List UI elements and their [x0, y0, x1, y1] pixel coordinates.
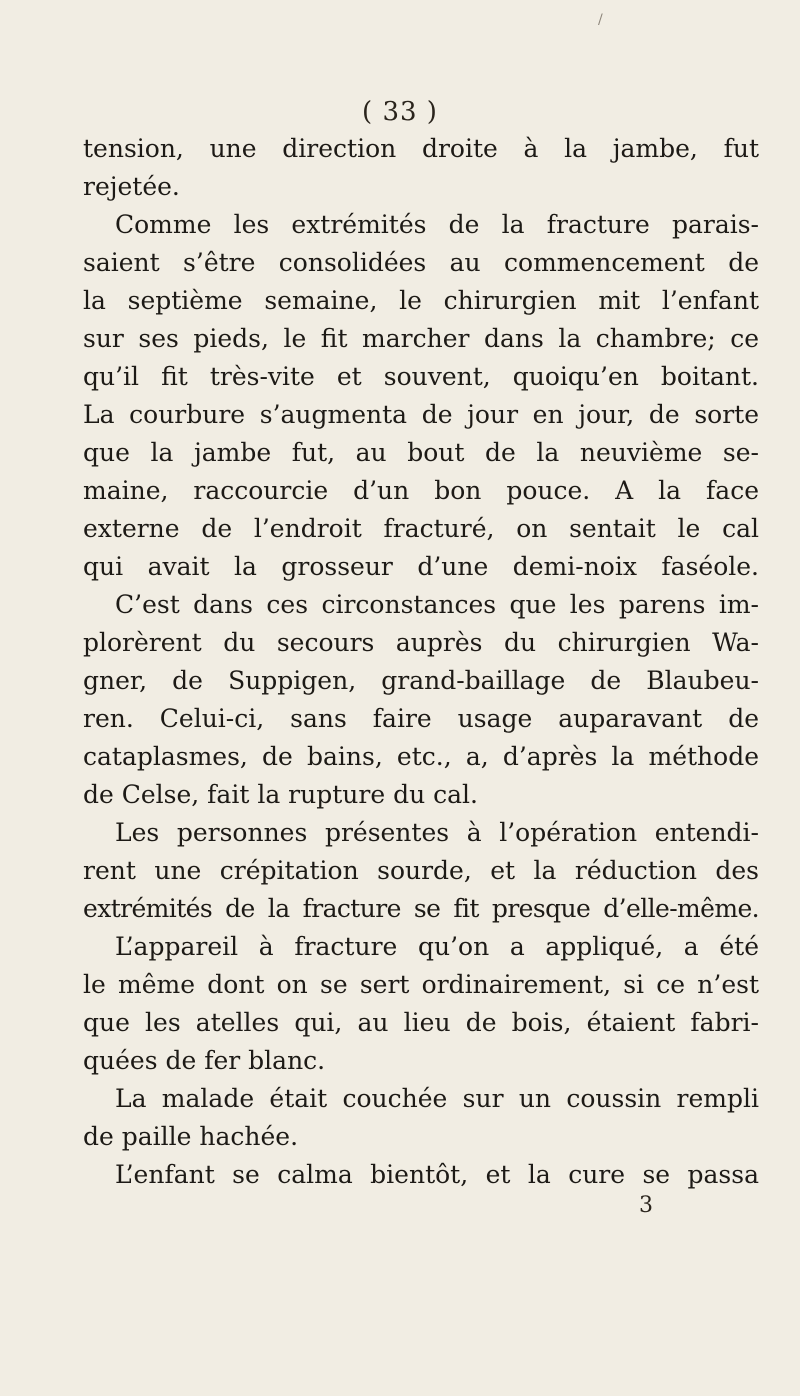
text-line: rejetée.	[83, 172, 180, 201]
text-line: cataplasmes, de bains, etc., a, d’après la méthode	[83, 742, 759, 771]
text-line: ren. Celui-ci, sans faire usage auparavant de	[83, 704, 759, 733]
margin-mark: /	[598, 12, 603, 28]
page-number: ( 33 )	[362, 97, 438, 127]
text-line: rent une crépitation sourde, et la réduction des	[83, 856, 759, 885]
text-line: La malade était couchée sur un coussin rempli	[115, 1084, 759, 1113]
text-line: externe de l’endroit fracturé, on sentait le cal	[83, 514, 759, 543]
text-line: de paille hachée.	[83, 1122, 299, 1151]
text-line: que les atelles qui, au lieu de bois, étaient fabri-	[83, 1008, 759, 1037]
text-line: La courbure s’augmenta de jour en jour, de sorte	[83, 400, 759, 429]
text-line: Comme les extrémités de la fracture parais-	[115, 210, 759, 239]
text-line: Les personnes présentes à l’opération entendi-	[115, 818, 759, 847]
text-line: L’enfant se calma bientôt, et la cure se passa	[115, 1160, 759, 1189]
text-line: saient s’être consolidées au commencement de	[83, 248, 759, 277]
text-line: la septième semaine, le chirurgien mit l’enfant	[83, 286, 759, 315]
text-line: L’appareil à fracture qu’on a appliqué, a été	[115, 932, 759, 961]
text-line: de Celse, fait la rupture du cal.	[83, 780, 478, 809]
text-line: sur ses pieds, le fit marcher dans la chambre; ce	[83, 324, 759, 353]
text-line: plorèrent du secours auprès du chirurgien Wa-	[83, 628, 759, 657]
text-line: quées de fer blanc.	[83, 1046, 326, 1075]
text-line: maine, raccourcie d’un bon pouce. A la face	[83, 476, 759, 505]
text-line: extrémités de la fracture se fit presque d’elle-même.	[83, 894, 759, 923]
text-line: C’est dans ces circonstances que les parens im-	[115, 590, 759, 619]
text-line: qu’il fit très-vite et souvent, quoiqu’en boitant.	[83, 362, 759, 391]
signature-mark: 3	[639, 1193, 653, 1218]
text-line: que la jambe fut, au bout de la neuvième se-	[83, 438, 759, 467]
text-line: gner, de Suppigen, grand-baillage de Blaubeu-	[83, 666, 759, 695]
text-line: qui avait la grosseur d’une demi-noix faséole.	[83, 552, 759, 581]
text-line: le même dont on se sert ordinairement, si ce n’est	[83, 970, 759, 999]
text-line: tension, une direction droite à la jambe, fut	[83, 134, 759, 163]
